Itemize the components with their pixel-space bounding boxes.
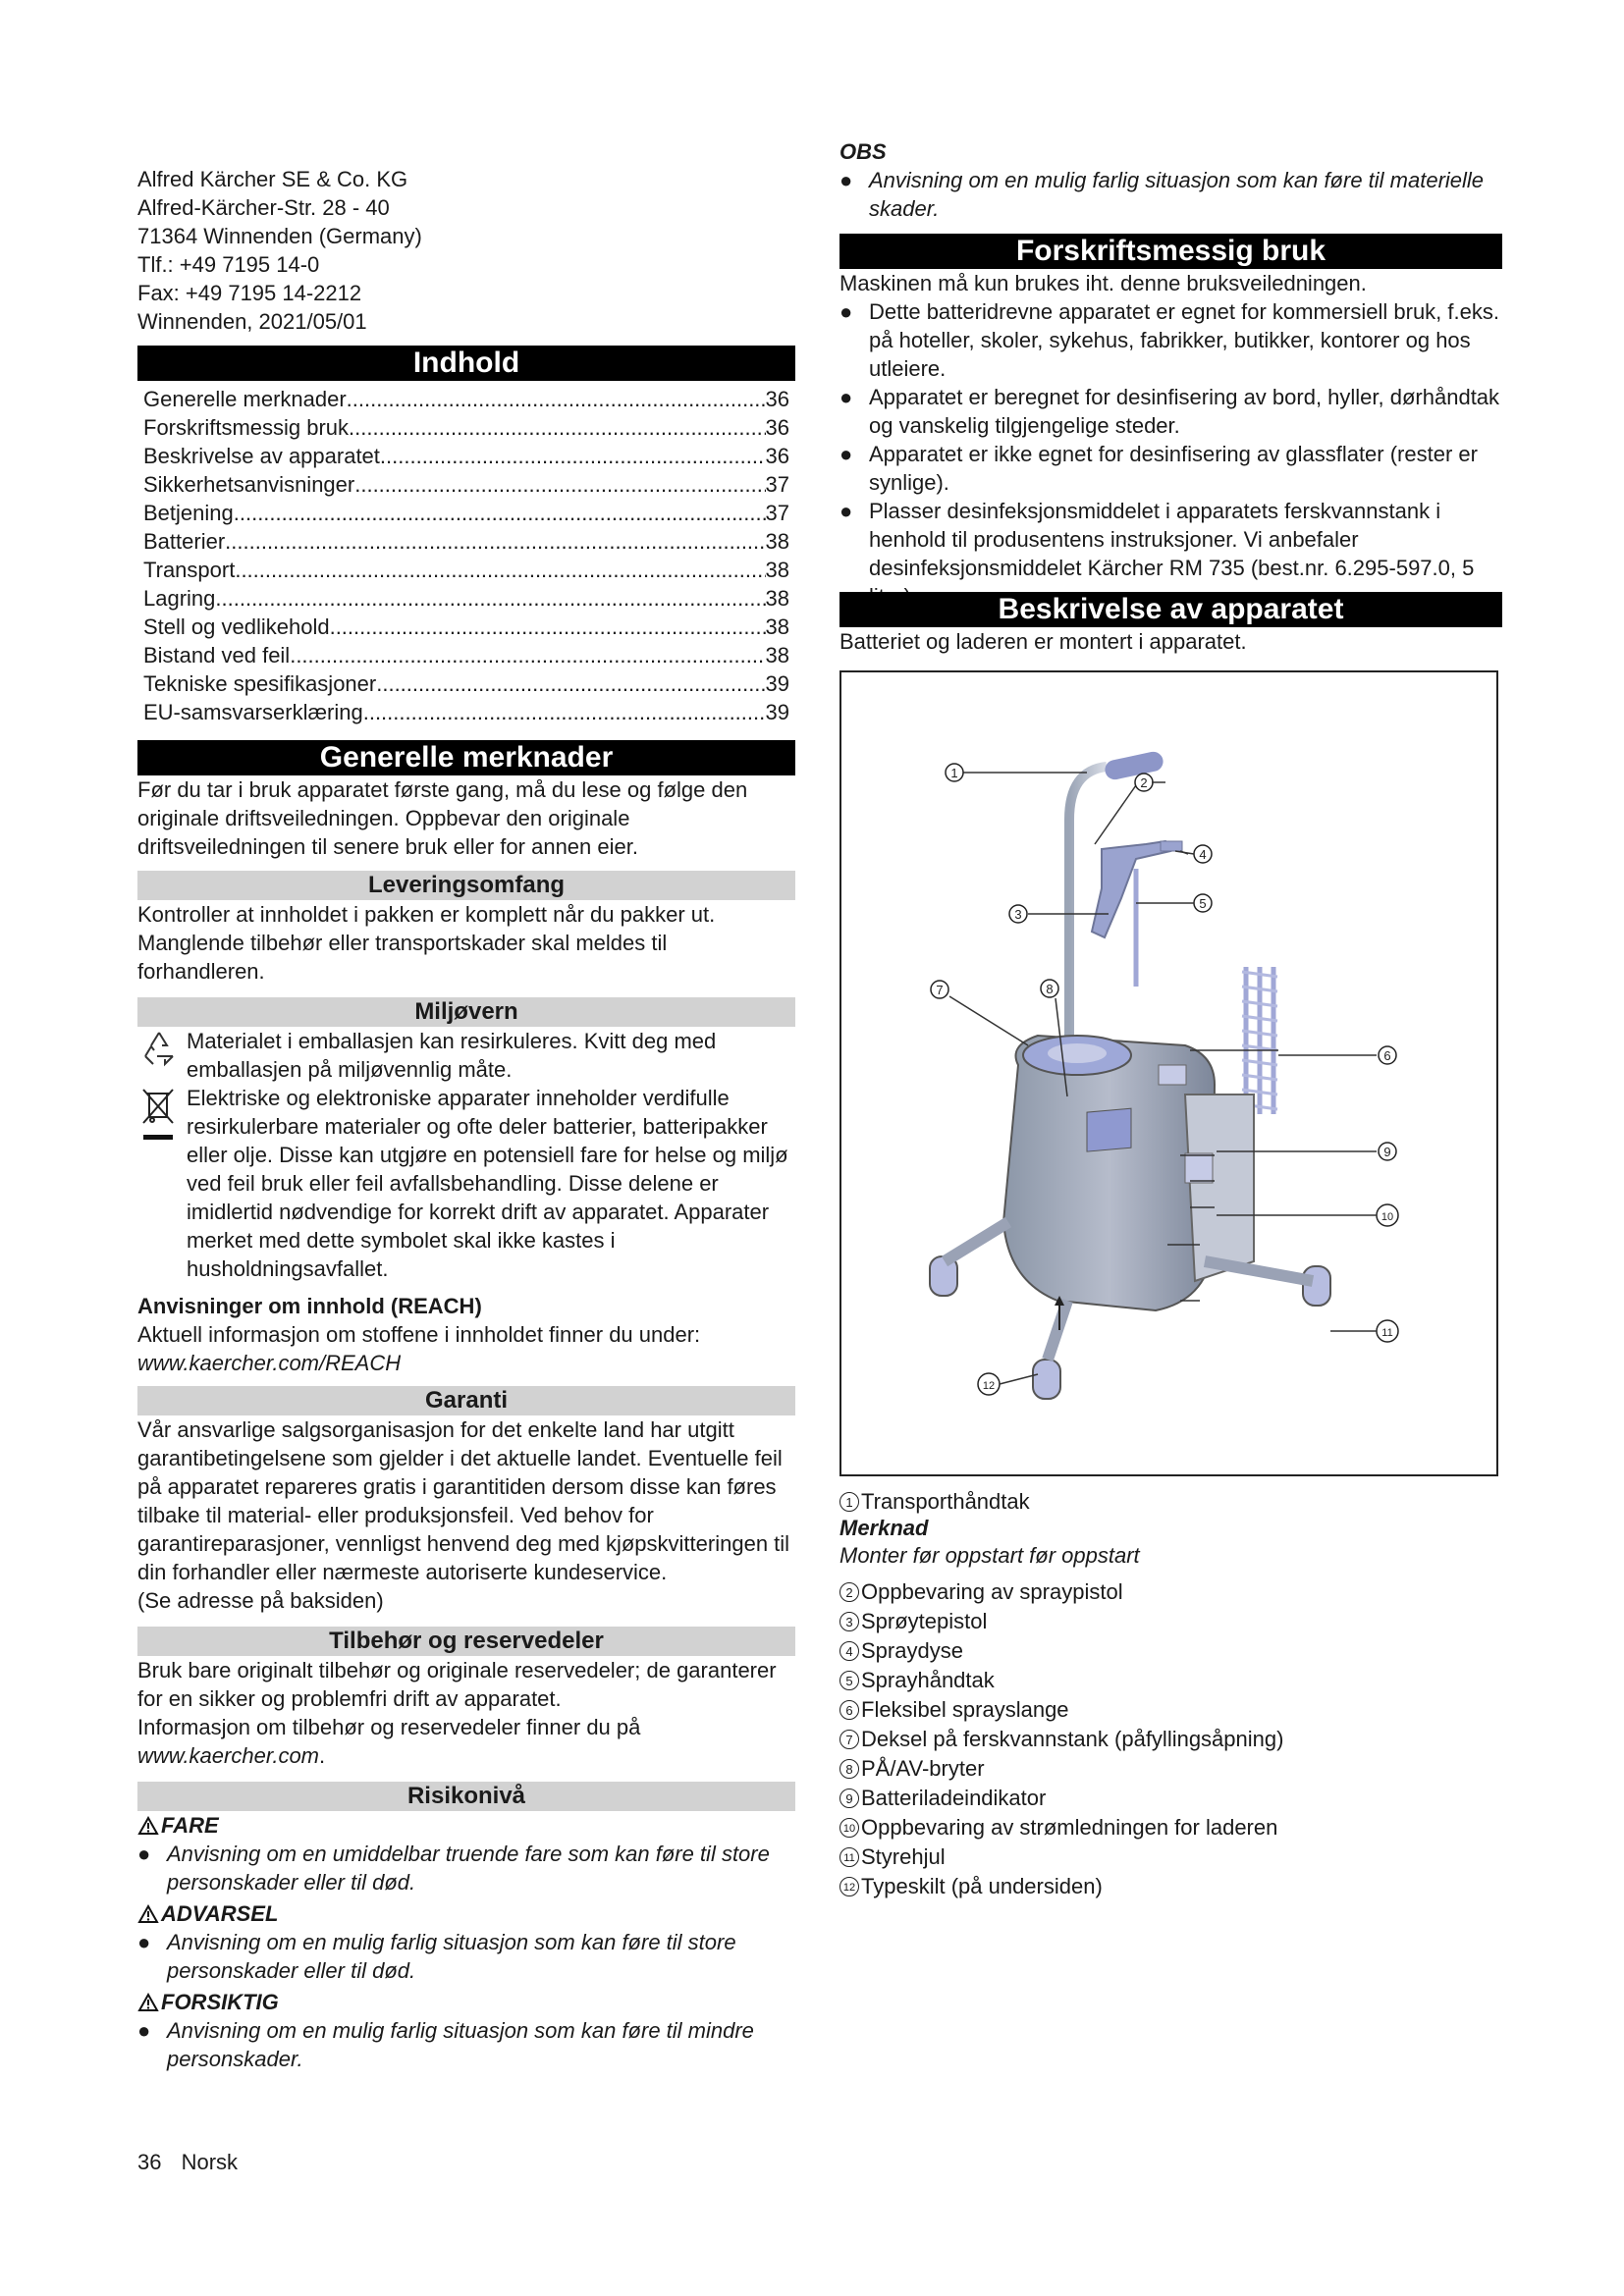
warranty-text: Vår ansvarlige salgsorganisasjon for det enkelte land har utgitt garantibetingelsene som gjelder i det aktuelle landet. Eventuelle feil på apparatet repareres gratis i garantitiden dersom disse kan føres tilbake til material- eller produksjonsfeil. Ved behov for garantireparasjoner, vennligst henvend deg med kjøpskvitteringen til din forhandler eller nærmeste autoriserte kundeservice. — [137, 1417, 790, 1584]
accessories-text: Bruk bare originalt tilbehør og originale reservedeler; de garanterer for en sikker og problemfri drift av apparatet. — [137, 1658, 777, 1711]
callout-11 — [1377, 1320, 1398, 1342]
intended-use-bullet: ● Apparatet er ikke egnet for desinfisering av glassflater (rester er synlige). — [839, 442, 1478, 495]
page-footer — [137, 2148, 238, 2176]
toc-entry[interactable]: EU-samsvarserklæring ..... 39 — [137, 698, 795, 726]
risk-level-title: FARE — [137, 1811, 805, 1840]
toc-entry[interactable]: Lagring ..... 38 — [137, 584, 795, 613]
callout-6 — [1379, 1046, 1396, 1064]
address-line: Fax: +49 7195 14-2212 — [137, 281, 362, 305]
callout-10 — [1377, 1204, 1398, 1226]
legend-item: 12 Typeskilt (på undersiden) — [839, 1872, 1502, 1901]
toc-entry[interactable]: Transport ..... 38 — [137, 556, 795, 584]
risk-level-text: ● Anvisning om en umiddelbar truende fare som kan føre til store personskader eller til død. — [137, 1842, 770, 1895]
svg-text:8: 8 — [1046, 982, 1054, 996]
accessories-heading: Tilbehør og reservedeler — [137, 1627, 795, 1656]
legend-item: 9 Batteriladeindikator — [839, 1784, 1502, 1813]
recycle-text: Materialet i emballasjen kan resirkuleres. Kvitt deg med emballasjen på miljøvennlig måte. — [187, 1029, 717, 1082]
intended-use-bullet: ● Apparatet er beregnet for desinfisering av bord, hyller, dørhåndtak og vanskelig tilgjengelige steder. — [839, 385, 1500, 438]
intended-use-intro: Maskinen må kun brukes iht. denne bruksveiledningen. — [839, 271, 1367, 295]
weee-text: Elektriske og elektroniske apparater inneholder verdifulle resirkulerbare materialer og ofte deler batterier, batteripakker eller olje. Disse kan utgjøre en potensiell fare for helse og miljø ved feil bruk eller feil avfallsbehandling. Disse delene er imidlertid nødvendige for korrekt drift av apparatet. Apparater merket med dette symbolet skal ikke kastes i husholdningsavfallet. — [187, 1086, 788, 1281]
address-line: Alfred Kärcher SE & Co. KG — [137, 167, 408, 191]
risk-heading: Risikonivå — [137, 1782, 795, 1811]
legend-item: 8 PÅ/AV-bryter — [839, 1754, 1502, 1784]
callout-4 — [1194, 845, 1212, 863]
svg-text:2: 2 — [1140, 775, 1148, 790]
toc-heading: Indhold — [137, 346, 795, 381]
note-title: Merknad — [839, 1516, 929, 1540]
risk-level-title: FORSIKTIG — [137, 1988, 805, 2016]
legend-item: 10 Oppbevaring av strømledningen for laderen — [839, 1813, 1502, 1842]
toc-list — [137, 385, 795, 726]
legend-item: 6 Fleksibel sprayslange — [839, 1695, 1502, 1725]
callout-2 — [1135, 774, 1153, 791]
toc-entry[interactable]: Betjening ..... 37 — [137, 499, 795, 527]
callout-9 — [1379, 1143, 1396, 1160]
callout-1 — [946, 764, 963, 781]
warranty-note: (Se adresse på baksiden) — [137, 1588, 384, 1613]
legend-item: 11 Styrehjul — [839, 1842, 1502, 1872]
accessories-info: Informasjon om tilbehør og reservedeler finner du på www.kaercher.com. — [137, 1715, 641, 1768]
address-line: Tlf.: +49 7195 14-0 — [137, 252, 320, 277]
toc-entry[interactable]: Generelle merknader ..... 36 — [137, 385, 795, 413]
warning-triangle-icon — [137, 1993, 159, 2012]
svg-text:1: 1 — [950, 766, 958, 780]
svg-text:10: 10 — [1380, 1211, 1394, 1223]
intended-use-bullet: ● Plasser desinfeksjonsmiddelet i apparatets ferskvannstank i henhold til produsentens instruksjoner. Vi anbefaler desinfeksjonsmiddelet Kärcher RM 735 (best.nr. 6.295-597.0, 5 — [839, 499, 1475, 580]
warranty-heading: Garanti — [137, 1386, 795, 1415]
svg-text:12: 12 — [982, 1380, 996, 1392]
toc-entry[interactable]: Tekniske spesifikasjoner ..... 39 — [137, 669, 795, 698]
note-text: Monter før oppstart før oppstart — [839, 1543, 1140, 1568]
toc-entry[interactable]: Forskriftsmessig bruk ..... 36 — [137, 413, 795, 442]
address-line: Winnenden, 2021/05/01 — [137, 309, 367, 334]
risk-level-text: ● Anvisning om en mulig farlig situasjon som kan føre til store personskader eller til død. — [137, 1930, 736, 1983]
svg-text:5: 5 — [1199, 896, 1207, 911]
legend-item: 5 Sprayhåndtak — [839, 1666, 1502, 1695]
callout-3 — [1009, 905, 1027, 923]
toc-entry[interactable]: Batterier ..... 38 — [137, 527, 795, 556]
legend-item: 4 Spraydyse — [839, 1636, 1502, 1666]
svg-text:11: 11 — [1381, 1327, 1393, 1339]
intended-use-bullet: ● Dette batteridrevne apparatet er egnet for kommersiell bruk, f.eks. på hoteller, skoler, sykehus, fabrikker, butikker, kontorer og hos utleiere. — [839, 299, 1499, 381]
toc-entry[interactable]: Beskrivelse av apparatet ..... 36 — [137, 442, 795, 470]
warning-triangle-icon — [137, 1904, 159, 1924]
legend-item: 3 Sprøytepistol — [839, 1607, 1502, 1636]
general-text: Før du tar i bruk apparatet første gang, må du lese og følge den originale driftsveiledningen. Oppbevar den originale driftsveiledningen til senere bruk eller for annen eier. — [137, 777, 748, 859]
warning-triangle-icon — [137, 1816, 159, 1836]
risk-level-text: ● Anvisning om en mulig farlig situasjon som kan føre til mindre personskader. — [137, 2018, 754, 2071]
obs-text: ● Anvisning om en mulig farlig situasjon som kan føre til materielle skader. — [839, 168, 1485, 221]
address-line: Alfred-Kärcher-Str. 28 - 40 — [137, 195, 390, 220]
delivery-text: Kontroller at innholdet i pakken er komplett når du pakker ut. Manglende tilbehør eller transportskader skal meldes til forhandleren. — [137, 902, 716, 984]
toc-entry[interactable]: Bistand ved feil ..... 38 — [137, 641, 795, 669]
reach-text: Aktuell informasjon om stoffene i innholdet finner du under: — [137, 1322, 701, 1347]
general-heading: Generelle merknader — [137, 740, 795, 775]
accessories-link[interactable]: www.kaercher.com — [137, 1743, 320, 1768]
device-figure — [839, 670, 1498, 1476]
footer-language: Norsk — [181, 2150, 239, 2174]
reach-link[interactable]: www.kaercher.com/REACH — [137, 1351, 402, 1375]
legend-item: 7 Deksel på ferskvannstank (påfyllingsåpning) — [839, 1725, 1502, 1754]
legend-item: 1 Transporthåndtak — [839, 1487, 1502, 1517]
description-heading: Beskrivelse av apparatet — [839, 592, 1502, 627]
delivery-heading: Leveringsomfang — [137, 871, 795, 900]
recycle-icon — [137, 1027, 187, 1084]
svg-text:7: 7 — [936, 983, 944, 997]
callout-5 — [1194, 894, 1212, 912]
address-block — [137, 165, 795, 336]
weee-bin-icon — [137, 1084, 187, 1283]
disinfection-cart-drawing — [841, 672, 1496, 1474]
page-number: 36 — [137, 2150, 162, 2174]
address-line: 71364 Winnenden (Germany) — [137, 224, 422, 248]
legend-item: 2 Oppbevaring av spraypistol — [839, 1577, 1502, 1607]
obs-title: OBS — [839, 139, 887, 164]
svg-text:6: 6 — [1383, 1048, 1391, 1063]
risk-level-title: ADVARSEL — [137, 1899, 805, 1928]
toc-entry[interactable]: Stell og vedlikehold ..... 38 — [137, 613, 795, 641]
reach-title: Anvisninger om innhold (REACH) — [137, 1294, 482, 1318]
svg-text:9: 9 — [1383, 1145, 1391, 1159]
callout-8 — [1041, 980, 1058, 997]
svg-text:3: 3 — [1014, 907, 1022, 922]
callout-7 — [931, 981, 948, 998]
intended-use-heading: Forskriftsmessig bruk — [839, 234, 1502, 269]
svg-text:4: 4 — [1199, 847, 1207, 862]
toc-entry[interactable]: Sikkerhetsanvisninger ..... 37 — [137, 470, 795, 499]
description-intro: Batteriet og laderen er montert i apparatet. — [839, 629, 1247, 654]
callout-12 — [978, 1373, 1000, 1395]
environment-heading: Miljøvern — [137, 997, 795, 1027]
